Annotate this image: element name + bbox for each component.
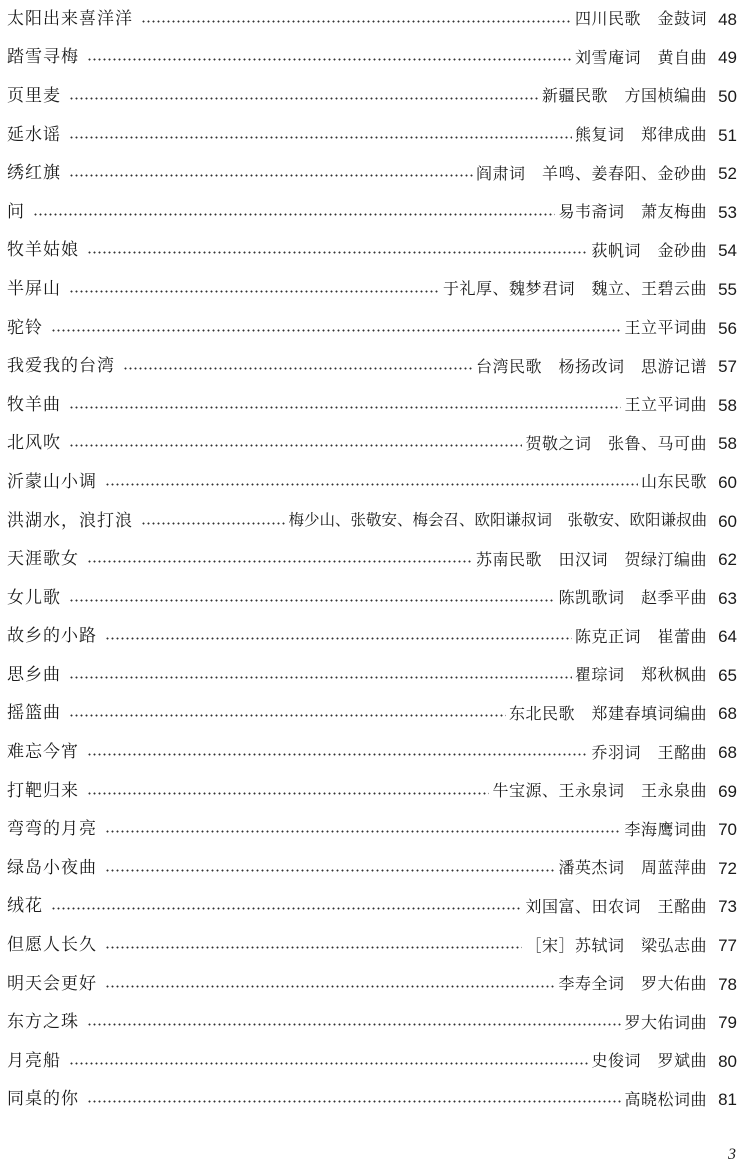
toc-song-title: 太阳出来喜洋洋 <box>7 8 133 29</box>
toc-page-number: 53 <box>718 202 737 222</box>
toc-song-title: 牧羊曲 <box>7 394 61 415</box>
toc-song-title: 弯弯的月亮 <box>7 819 97 840</box>
toc-page-number: 49 <box>718 48 737 68</box>
toc-song-title: 沂蒙山小调 <box>7 471 97 492</box>
toc-song-title: 但愿人长久 <box>7 935 97 956</box>
dot-leader <box>87 560 473 563</box>
toc-entry <box>7 502 737 541</box>
dot-leader <box>51 907 522 910</box>
toc-credit: 易韦斋词 萧友梅曲 <box>558 202 707 222</box>
page-number: 3 <box>728 1146 736 1163</box>
toc-song-title: 踏雪寻梅 <box>7 47 79 68</box>
toc-page-number: 64 <box>718 627 737 647</box>
toc-song-title: 问 <box>7 201 25 222</box>
toc-credit: 史俊词 罗斌曲 <box>591 1051 707 1071</box>
dot-leader <box>69 406 621 409</box>
toc-page-number: 69 <box>718 781 737 801</box>
toc-song-title: 半屏山 <box>7 278 61 299</box>
toc-entry <box>7 77 737 116</box>
toc-page-number: 63 <box>718 588 737 608</box>
toc-page-number: 77 <box>718 936 737 956</box>
toc-credit: 东北民歌 郑建春填词编曲 <box>508 703 707 723</box>
table-of-contents <box>7 0 737 1119</box>
toc-credit: 新疆民歌 方国桢编曲 <box>541 86 707 106</box>
toc-credit: 苏南民歌 田汉词 贺绿汀编曲 <box>475 549 707 569</box>
toc-entry <box>7 386 737 425</box>
toc-entry <box>7 347 737 386</box>
toc-credit: 高晓松词曲 <box>624 1089 707 1109</box>
dot-leader <box>87 1100 621 1103</box>
toc-page-number: 52 <box>718 164 737 184</box>
toc-credit: 瞿琮词 郑秋枫曲 <box>574 665 707 685</box>
toc-page-number: 70 <box>718 820 737 840</box>
toc-page-number: 62 <box>718 550 737 570</box>
toc-page-number: 72 <box>718 858 737 878</box>
dot-leader <box>69 714 506 717</box>
toc-song-title: 天涯歌女 <box>7 549 79 570</box>
dot-leader <box>87 792 489 795</box>
dot-leader <box>69 290 440 293</box>
toc-page-number: 81 <box>718 1090 737 1110</box>
toc-credit: 陈克正词 崔蕾曲 <box>574 626 707 646</box>
toc-page-number: 58 <box>718 434 737 454</box>
toc-page-number: 60 <box>718 472 737 492</box>
dot-leader <box>51 329 621 332</box>
toc-song-title: 明天会更好 <box>7 973 97 994</box>
toc-song-title: 驼铃 <box>7 317 43 338</box>
toc-song-title: 洪湖水，浪打浪 <box>7 510 133 531</box>
toc-credit: 台湾民歌 杨扬改词 思游记谱 <box>475 356 707 376</box>
toc-song-title: 同桌的你 <box>7 1089 79 1110</box>
toc-song-title: 页里麦 <box>7 85 61 106</box>
toc-song-title: 东方之珠 <box>7 1012 79 1033</box>
toc-credit: 王立平词曲 <box>624 395 707 415</box>
toc-credit: 陈凯歌词 赵季平曲 <box>558 588 707 608</box>
toc-credit: 李寿全词 罗大佑曲 <box>558 974 707 994</box>
toc-song-title: 难忘今宵 <box>7 742 79 763</box>
toc-page-number: 56 <box>718 318 737 338</box>
toc-entry <box>7 695 737 734</box>
toc-credit: 贺敬之词 张鲁、马可曲 <box>525 433 707 453</box>
toc-credit: 刘国富、田农词 王酩曲 <box>525 896 707 916</box>
dot-leader <box>87 251 588 254</box>
toc-page-number: 54 <box>718 241 737 261</box>
toc-page-number: 60 <box>718 511 737 531</box>
toc-entry <box>7 1081 737 1120</box>
toc-song-title: 女儿歌 <box>7 587 61 608</box>
toc-credit: 荻帆词 金砂曲 <box>591 240 707 260</box>
toc-credit: 王立平词曲 <box>624 318 707 338</box>
toc-entry <box>7 1003 737 1042</box>
toc-entry <box>7 309 737 348</box>
dot-leader <box>105 946 522 949</box>
toc-song-title: 我爱我的台湾 <box>7 356 115 377</box>
toc-entry <box>7 39 737 78</box>
toc-song-title: 绿岛小夜曲 <box>7 857 97 878</box>
toc-song-title: 故乡的小路 <box>7 626 97 647</box>
dot-leader <box>105 637 572 640</box>
dot-leader <box>69 97 539 100</box>
toc-entry <box>7 579 737 618</box>
toc-credit: 梅少山、张敬安、梅会召、欧阳谦叔词 张敬安、欧阳谦叔曲 <box>288 511 707 530</box>
dot-leader <box>87 58 572 61</box>
toc-entry <box>7 618 737 657</box>
toc-entry <box>7 193 737 232</box>
toc-credit: 刘雪庵词 黄自曲 <box>574 47 707 67</box>
dot-leader <box>141 522 285 525</box>
toc-credit: 李海鹰词曲 <box>624 819 707 839</box>
toc-entry <box>7 154 737 193</box>
dot-leader <box>33 213 555 216</box>
toc-page-number: 79 <box>718 1013 737 1033</box>
toc-entry <box>7 965 737 1004</box>
toc-credit: 乔羽词 王酩曲 <box>591 742 707 762</box>
toc-entry <box>7 733 737 772</box>
toc-page-number: 57 <box>718 357 737 377</box>
dot-leader <box>69 444 522 447</box>
toc-page-number: 51 <box>718 125 737 145</box>
toc-credit: 潘英杰词 周蓝萍曲 <box>558 858 707 878</box>
toc-entry <box>7 270 737 309</box>
toc-song-title: 打靶归来 <box>7 780 79 801</box>
toc-credit: 山东民歌 <box>640 472 707 492</box>
toc-page-number: 58 <box>718 395 737 415</box>
dot-leader <box>87 753 588 756</box>
toc-entry <box>7 888 737 927</box>
toc-page-number: 78 <box>718 974 737 994</box>
toc-credit: 四川民歌 金鼓词 <box>574 9 707 29</box>
toc-entry <box>7 926 737 965</box>
toc-page-number: 55 <box>718 279 737 299</box>
toc-entry <box>7 116 737 155</box>
toc-song-title: 牧羊姑娘 <box>7 240 79 261</box>
toc-entry <box>7 772 737 811</box>
dot-leader <box>141 20 572 23</box>
toc-entry <box>7 1042 737 1081</box>
dot-leader <box>69 174 473 177</box>
toc-page-number: 50 <box>718 86 737 106</box>
toc-credit: ［宋］苏轼词 梁弘志曲 <box>525 935 707 955</box>
toc-credit: 熊复词 郑律成曲 <box>574 125 707 145</box>
toc-page-number: 68 <box>718 743 737 763</box>
toc-entry <box>7 849 737 888</box>
toc-page-number: 80 <box>718 1051 737 1071</box>
toc-entry <box>7 0 737 39</box>
toc-page-number: 68 <box>718 704 737 724</box>
dot-leader <box>105 483 638 486</box>
toc-song-title: 绒花 <box>7 896 43 917</box>
dot-leader <box>69 1062 588 1065</box>
toc-credit: 罗大佑词曲 <box>624 1012 707 1032</box>
toc-page-number: 48 <box>718 9 737 29</box>
dot-leader <box>105 830 621 833</box>
dot-leader <box>69 599 555 602</box>
toc-credit: 于礼厚、魏梦君词 魏立、王碧云曲 <box>442 279 707 299</box>
toc-song-title: 北风吹 <box>7 433 61 454</box>
toc-entry <box>7 425 737 464</box>
toc-credit: 牛宝源、王永泉词 王永泉曲 <box>492 781 707 801</box>
toc-song-title: 延水谣 <box>7 124 61 145</box>
toc-entry <box>7 232 737 271</box>
toc-song-title: 月亮船 <box>7 1050 61 1071</box>
toc-page-number: 65 <box>718 665 737 685</box>
toc-entry <box>7 540 737 579</box>
dot-leader <box>105 869 555 872</box>
dot-leader <box>105 985 555 988</box>
toc-page-number: 73 <box>718 897 737 917</box>
toc-entry <box>7 463 737 502</box>
dot-leader <box>123 367 473 370</box>
toc-song-title: 摇篮曲 <box>7 703 61 724</box>
toc-song-title: 绣红旗 <box>7 163 61 184</box>
dot-leader <box>87 1023 621 1026</box>
toc-song-title: 思乡曲 <box>7 664 61 685</box>
toc-entry <box>7 656 737 695</box>
toc-entry <box>7 810 737 849</box>
dot-leader <box>69 136 572 139</box>
dot-leader <box>69 676 572 679</box>
toc-credit: 阎肃词 羊鸣、姜春阳、金砂曲 <box>475 163 707 183</box>
